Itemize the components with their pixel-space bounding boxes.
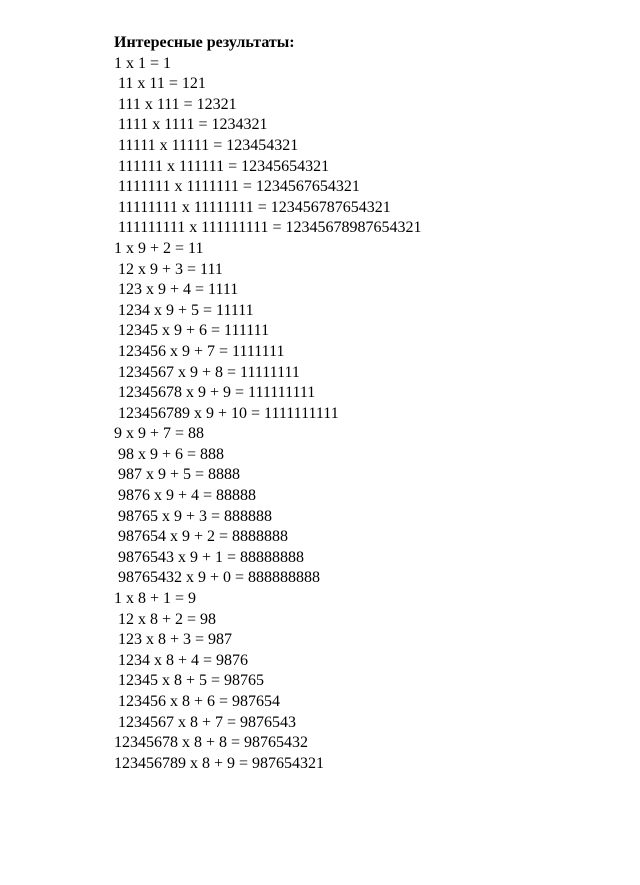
equation-line: 1234 x 8 + 4 = 9876 [114, 651, 249, 669]
equation-line: 12345 x 9 + 6 = 111111 [114, 322, 270, 340]
equation-line: 111 x 111 = 12321 [114, 95, 237, 113]
equation-line: 123456 x 9 + 7 = 1111111 [114, 342, 285, 360]
equation-line: 111111111 x 111111111 = 12345678987654321 [114, 219, 422, 237]
equation-line: 12345678 x 9 + 9 = 111111111 [114, 384, 316, 402]
equation-line: 9 x 9 + 7 = 88 [114, 425, 205, 443]
equation-line: 1234 x 9 + 5 = 11111 [114, 301, 254, 319]
equation-line: 1 x 9 + 2 = 11 [114, 239, 204, 257]
equation-line: 1111111 x 1111111 = 1234567654321 [114, 178, 360, 196]
equation-line: 1 x 8 + 1 = 9 [114, 590, 197, 608]
equation-line: 11 x 11 = 121 [114, 75, 206, 93]
equation-line: 11111111 x 11111111 = 123456787654321 [114, 198, 391, 216]
equation-line: 123456789 x 8 + 9 = 987654321 [114, 754, 325, 772]
document-title: Интересные результаты: [114, 34, 295, 51]
equation-line: 98 x 9 + 6 = 888 [114, 445, 225, 463]
equation-line: 9876 x 9 + 4 = 88888 [114, 487, 257, 505]
equation-line: 12345678 x 8 + 8 = 98765432 [114, 734, 309, 752]
equation-line: 12345 x 8 + 5 = 98765 [114, 672, 265, 690]
equation-line: 9876543 x 9 + 1 = 88888888 [114, 548, 305, 566]
document-content [114, 33, 422, 774]
equation-line: 12 x 9 + 3 = 111 [114, 260, 223, 278]
equation-line: 98765 x 9 + 3 = 888888 [114, 507, 273, 525]
equation-line: 12 x 8 + 2 = 98 [114, 610, 217, 628]
equation-line: 123456789 x 9 + 10 = 1111111111 [114, 404, 339, 422]
equation-line: 11111 x 11111 = 123454321 [114, 136, 299, 154]
equation-line: 1234567 x 8 + 7 = 9876543 [114, 713, 297, 731]
equation-line: 987654 x 9 + 2 = 8888888 [114, 528, 289, 546]
equation-line: 123 x 9 + 4 = 1111 [114, 281, 239, 299]
equation-line: 1234567 x 9 + 8 = 11111111 [114, 363, 300, 381]
equation-line: 123 x 8 + 3 = 987 [114, 631, 233, 649]
equation-line: 98765432 x 9 + 0 = 888888888 [114, 569, 321, 587]
equation-line: 1 x 1 = 1 [114, 54, 172, 72]
equation-line: 1111 x 1111 = 1234321 [114, 116, 268, 134]
equation-line: 987 x 9 + 5 = 8888 [114, 466, 241, 484]
equation-line: 111111 x 111111 = 12345654321 [114, 157, 330, 175]
equation-line: 123456 x 8 + 6 = 987654 [114, 693, 281, 710]
